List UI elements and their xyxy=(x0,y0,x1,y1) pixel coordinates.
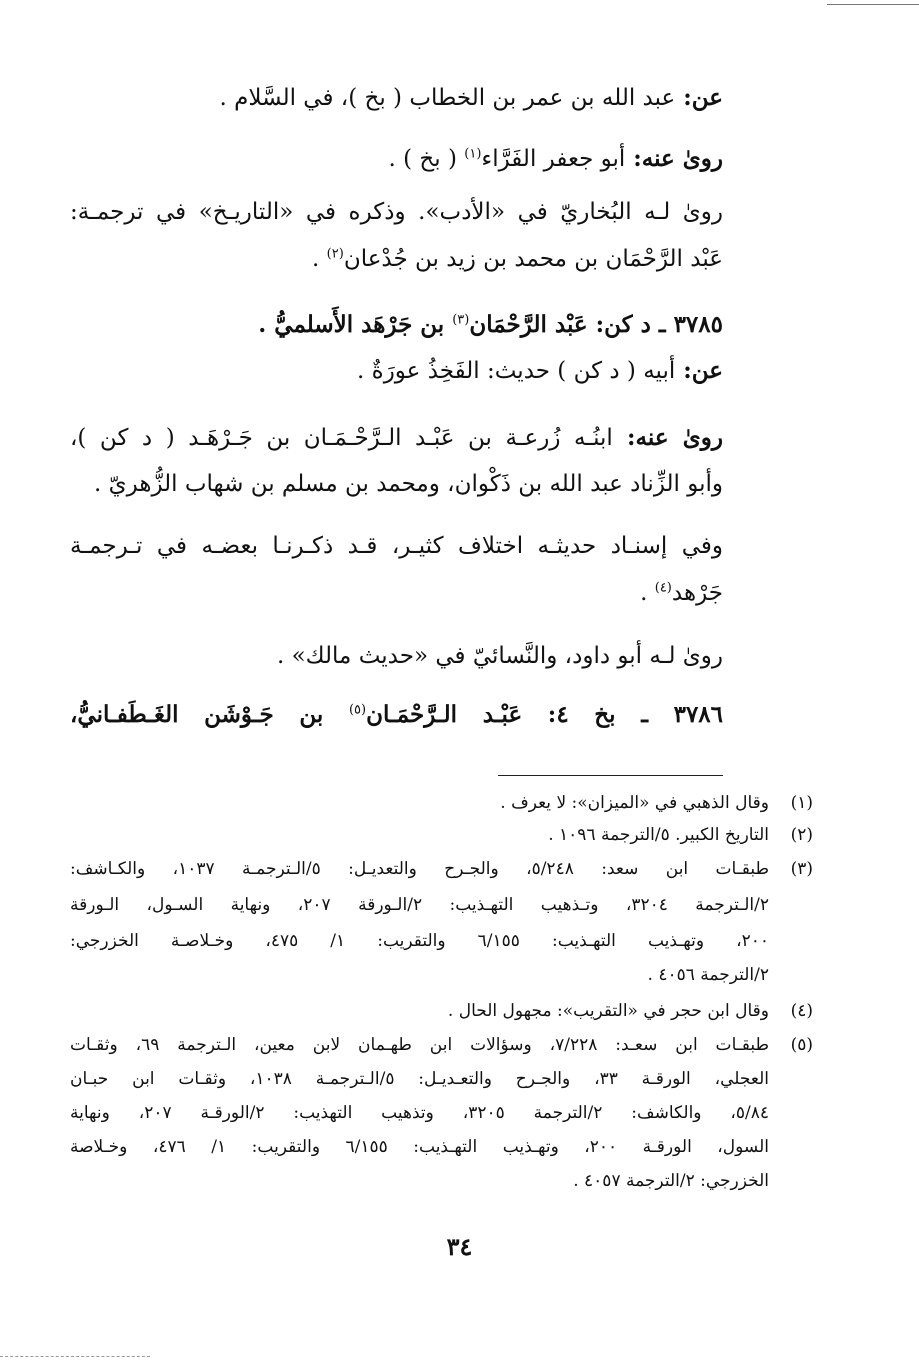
footnote-text: العجلي، الورقـة ٣٣، والجـرح والتعـديـل: ٥/الـترجمـة ١٠٣٨، وثقـات ابن حبـان xyxy=(70,1069,769,1089)
footnote-line xyxy=(70,1100,769,1126)
footnote-text: وقال الذهبي في «الميزان»: لا يعرف . xyxy=(500,793,769,813)
footnote-ref[interactable]: (٣) xyxy=(452,312,470,328)
line-prefix: روىٰ عنه: xyxy=(612,424,723,451)
entry-number: ٣٧٨٦ ـ بخ ٤: xyxy=(522,701,724,728)
line-tail: . xyxy=(312,246,327,272)
footnote-number: (٥) xyxy=(790,1035,813,1055)
text-line xyxy=(70,243,723,275)
footnote-text: ٢/الـترجمة ٣٢٠٤، وتـذهيب التهـذيب: ٢/الـورقة ٢٠٧، ونهاية السـول، الـورقة xyxy=(70,895,769,915)
line-tail: . xyxy=(640,580,655,606)
footnote-line xyxy=(70,928,769,954)
text-line xyxy=(70,143,723,175)
line-text: جَرْهد xyxy=(671,580,723,606)
footnote-text: طبقـات ابن سعـد: ٧/٢٢٨، وسؤالات ابن طهـمان لابن معين، الـترجمة ٦٩، وثقـات xyxy=(70,1035,769,1055)
line-text: أبيه ( د كن ) حديث: الفَخِذُ عورَةٌ . xyxy=(357,358,676,384)
footnote-line xyxy=(70,1168,769,1194)
line-text: روىٰ لـه أبو داود، والنَّسائيّ في «حديث مالك» . xyxy=(276,643,723,669)
top-rule xyxy=(827,4,919,5)
entry-heading xyxy=(70,699,723,731)
line-text: عبد الله بن عمر بن الخطاب ( بخ )، في السَّلام . xyxy=(219,85,676,111)
footnote-text: وقال ابن حجر في «التقريب»: مجهول الحال . xyxy=(447,1001,769,1021)
footnote xyxy=(70,856,813,882)
footnote xyxy=(70,822,813,848)
line-text: وفي إسنـاد حديثـه اختلاف كثيـر، قـد ذكـرنـا بعضـه في تـرجمـة xyxy=(70,533,723,559)
line-text: عَبْد الرَّحْمَان xyxy=(469,311,588,338)
page-number: ٣٤ xyxy=(446,1232,473,1261)
footnote xyxy=(70,998,813,1024)
footnote-line xyxy=(70,1066,769,1092)
line-tail: بن جَرْهَد الأَسلميُّ . xyxy=(258,311,453,338)
footnote-text: ٢٠٠، وتهـذيب التهـذيب: ٦/١٥٥ والتقريب: ١/ ٤٧٥، وخـلاصـة الخزرجي: xyxy=(70,931,769,951)
footnote-text: السول، الورقـة ٢٠٠، وتهـذيب التهـذيب: ٦/١٥٥ والتقريب: ١/ ٤٧٦، وخـلاصة xyxy=(70,1137,769,1157)
line-text: روىٰ لـه البُخاريّ في «الأدب». وذكره في «التاريـخ» في ترجمـة: xyxy=(70,199,723,225)
line-tail: ( بخ ) . xyxy=(388,146,465,172)
line-prefix: عن: xyxy=(675,357,723,384)
footnote-ref[interactable]: (٤) xyxy=(654,580,672,596)
footnote xyxy=(70,790,813,816)
text-line xyxy=(70,82,723,114)
line-tail: بن جَـوْشَن الغَـطَفـانيُّ، xyxy=(70,701,349,728)
footnote-text: الخزرجي: ٢/الترجمة ٤٠٥٧ . xyxy=(573,1171,769,1191)
footnote-number: (٣) xyxy=(790,859,813,879)
text-line xyxy=(70,196,723,228)
line-text: عَبْـد الـرَّحْمَـان xyxy=(366,701,523,728)
text-line xyxy=(70,468,723,500)
text-line xyxy=(70,355,723,387)
footnote-text: ٥/٨٤، والكاشف: ٢/الترجمة ٣٢٠٥، وتذهيب التهذيب: ٢/الورقـة ٢٠٧، ونهاية xyxy=(70,1103,770,1123)
bottom-rule xyxy=(0,1356,150,1357)
line-text: ابنُـه زُرعـة بن عَبْـد الـرَّحْـمَـان بن جَـرْهَـد ( د كن )، xyxy=(70,425,613,451)
footnote-line xyxy=(70,892,769,918)
text-line xyxy=(70,422,723,454)
text-line xyxy=(70,530,723,562)
line-prefix: عن: xyxy=(675,84,723,111)
footnote-number: (٢) xyxy=(790,825,813,845)
entry-heading xyxy=(70,309,723,341)
footnote-number: (١) xyxy=(790,793,813,813)
footnote-text: طبقـات ابن سعد: ٥/٢٤٨، والجـرح والتعديـل: ٥/الـترجمـة ١٠٣٧، والكـاشف: xyxy=(70,859,769,879)
line-text: عَبْد الرَّحْمَان بن محمد بن زيد بن جُدْعان xyxy=(343,246,723,272)
footnote-ref[interactable]: (٢) xyxy=(326,246,344,262)
footnote-ref[interactable]: (٥) xyxy=(348,702,367,718)
footnote-line xyxy=(70,1134,769,1160)
footnote xyxy=(70,1032,813,1058)
footnote-number: (٤) xyxy=(790,1001,813,1021)
entry-number: ٣٧٨٥ ـ د كن: xyxy=(587,311,723,338)
footnote-separator xyxy=(498,775,723,776)
line-text: وأبو الزِّناد عبد الله بن ذَكْوان، ومحمد بن مسلم بن شهاب الزُّهريّ . xyxy=(94,471,723,497)
line-text: أبو جعفر الفَرَّاء xyxy=(481,146,626,172)
text-line xyxy=(70,577,723,609)
line-prefix: روىٰ عنه: xyxy=(625,145,723,172)
footnote-text: التاريخ الكبير. ٥/الترجمة ١٠٩٦ . xyxy=(548,825,769,845)
footnote-line xyxy=(70,962,769,988)
text-line xyxy=(70,640,723,672)
footnote-ref[interactable]: (١) xyxy=(464,146,482,162)
footnote-text: ٢/الترجمة ٤٠٥٦ . xyxy=(647,965,769,985)
